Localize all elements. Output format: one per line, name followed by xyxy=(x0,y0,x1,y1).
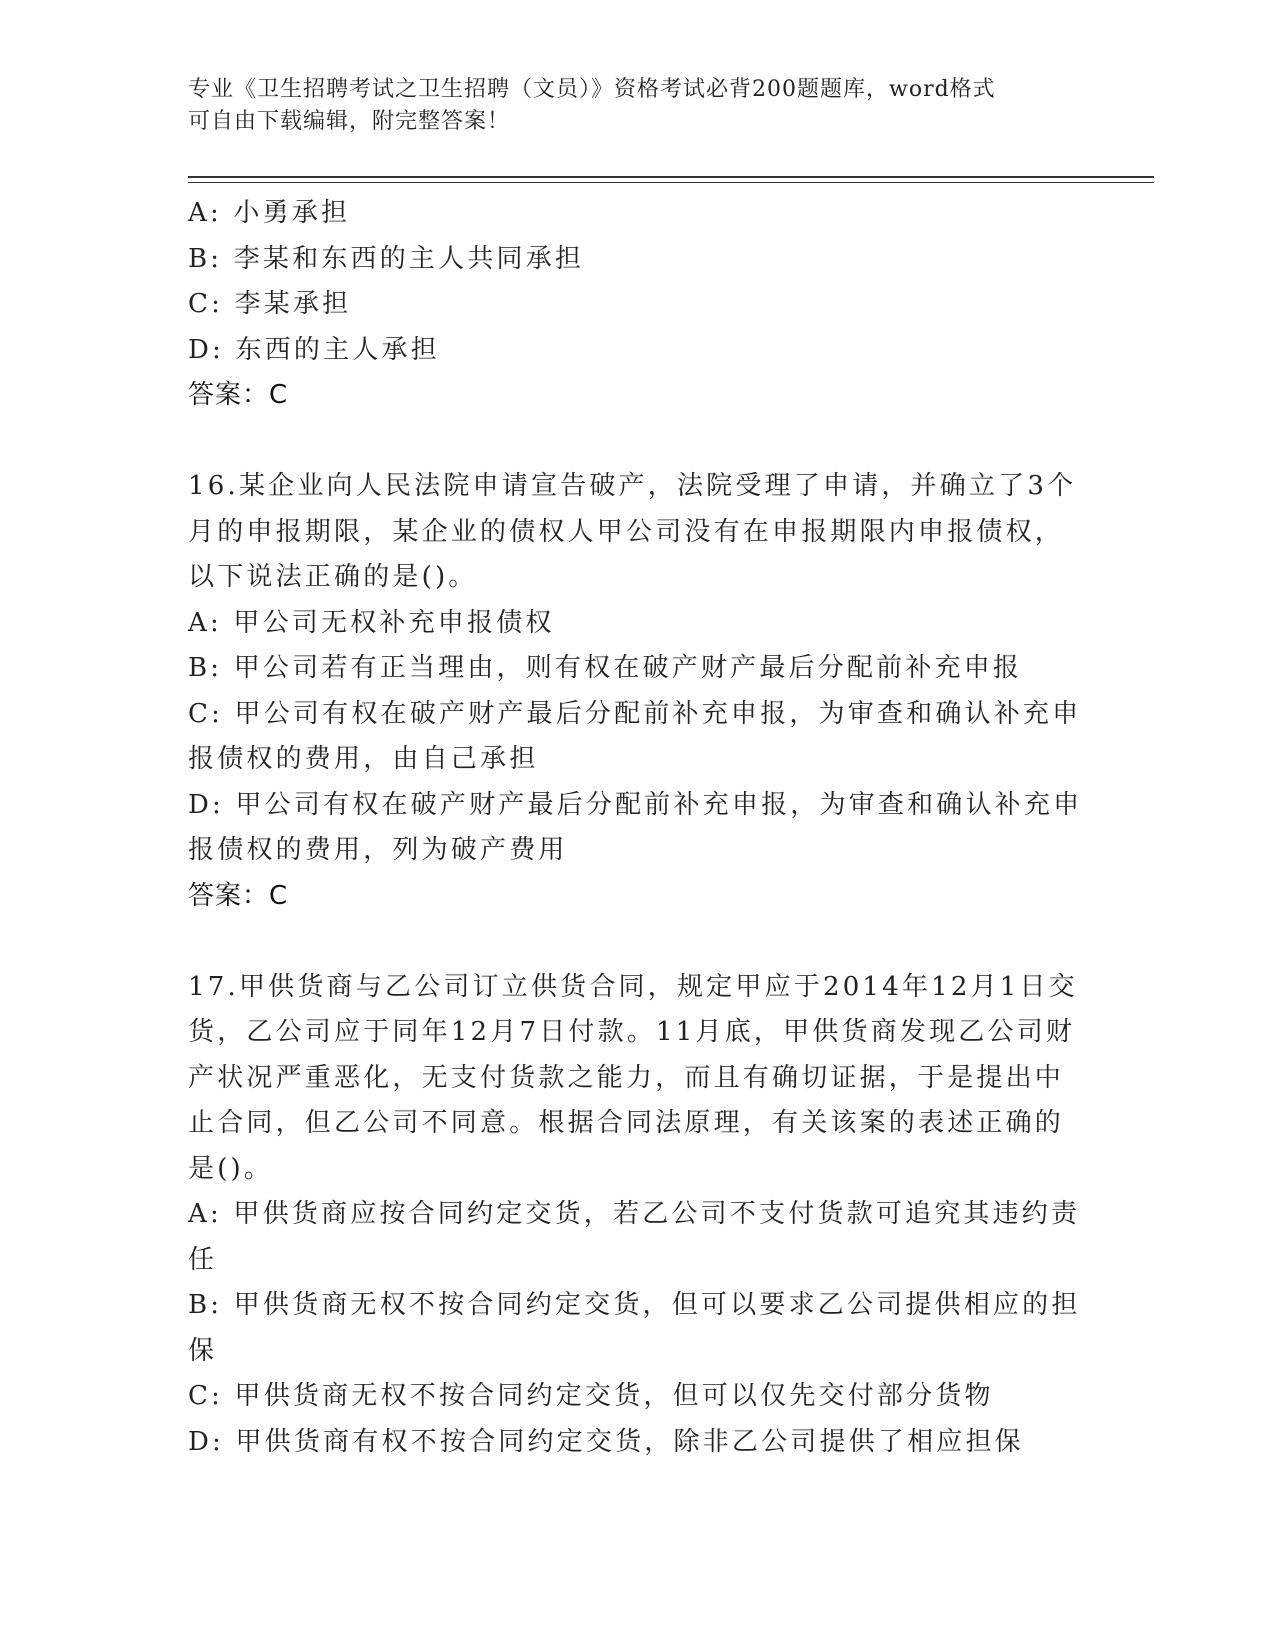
question-17-text-line-5: 是()。 xyxy=(188,1153,274,1184)
header-divider-thick xyxy=(188,176,1154,178)
option-b: B: 甲供货商无权不按合同约定交货，但可以要求乙公司提供相应的担 xyxy=(188,1290,1081,1320)
header-line-1: 专业《卫生招聘考试之卫生招聘（文员）》资格考试必背200题题库，word格式 xyxy=(188,77,996,102)
question-17-text-line-2: 货，乙公司应于同年12月7日付款。11月底，甲供货商发现乙公司财 xyxy=(188,1017,1076,1047)
option-c: C: 甲公司有权在破产财产最后分配前补充申报，为审查和确认补充申 xyxy=(188,698,1082,729)
header-line-2: 可自由下载编辑，附完整答案！ xyxy=(188,109,511,134)
option-a-continued: 任 xyxy=(188,1244,218,1275)
option-b: B: 李某和东西的主人共同承担 xyxy=(188,243,585,274)
option-c: C: 李某承担 xyxy=(188,289,352,319)
question-17-text-line-1: 17.甲供货商与乙公司订立供货合同，规定甲应于2014年12月1日交 xyxy=(188,971,1078,1002)
option-b: B: 甲公司若有正当理由，则有权在破产财产最后分配前补充申报 xyxy=(188,653,1023,683)
question-15-answer: 答案：C xyxy=(188,380,289,410)
option-d: D: 甲供货商有权不按合同约定交货，除非乙公司提供了相应担保 xyxy=(188,1426,1024,1457)
question-16-text-line-3: 以下说法正确的是()。 xyxy=(188,562,478,592)
option-c: C: 甲供货商无权不按合同约定交货，但可以仅先交付部分货物 xyxy=(188,1381,994,1411)
header-divider-thin xyxy=(188,182,1154,183)
question-17 xyxy=(188,965,1088,1466)
document-body xyxy=(188,191,1088,1465)
option-c-continued: 报债权的费用，由自己承担 xyxy=(188,744,539,774)
option-a: A: 甲供货商应按合同约定交货，若乙公司不支付货款可追究其违约责 xyxy=(188,1199,1081,1229)
option-a: A: 甲公司无权补充申报债权 xyxy=(188,607,555,638)
question-16-answer: 答案：C xyxy=(188,880,289,911)
option-b-continued: 保 xyxy=(188,1335,218,1366)
question-16 xyxy=(188,464,1088,874)
option-a: A: 小勇承担 xyxy=(188,198,351,228)
spacer xyxy=(188,419,1088,465)
spacer xyxy=(188,919,1088,965)
option-d-continued: 报债权的费用，列为破产费用 xyxy=(188,835,568,865)
question-16-text-line-2: 月的申报期限，某企业的债权人甲公司没有在申报期限内申报债权， xyxy=(188,516,1065,547)
question-17-text-line-3: 产状况严重恶化，无支付货款之能力，而且有确切证据，于是提出中 xyxy=(188,1062,1065,1093)
option-d: D: 东西的主人承担 xyxy=(188,334,440,365)
question-17-text-line-4: 止合同，但乙公司不同意。根据合同法原理，有关该案的表述正确的 xyxy=(188,1108,1065,1138)
question-15-options xyxy=(188,191,1088,373)
question-16-text-line-1: 16.某企业向人民法院申请宣告破产，法院受理了申请，并确立了3个 xyxy=(188,471,1077,501)
option-d: D: 甲公司有权在破产财产最后分配前补充申报，为审查和确认补充申 xyxy=(188,789,1083,820)
document-header xyxy=(188,74,1088,138)
